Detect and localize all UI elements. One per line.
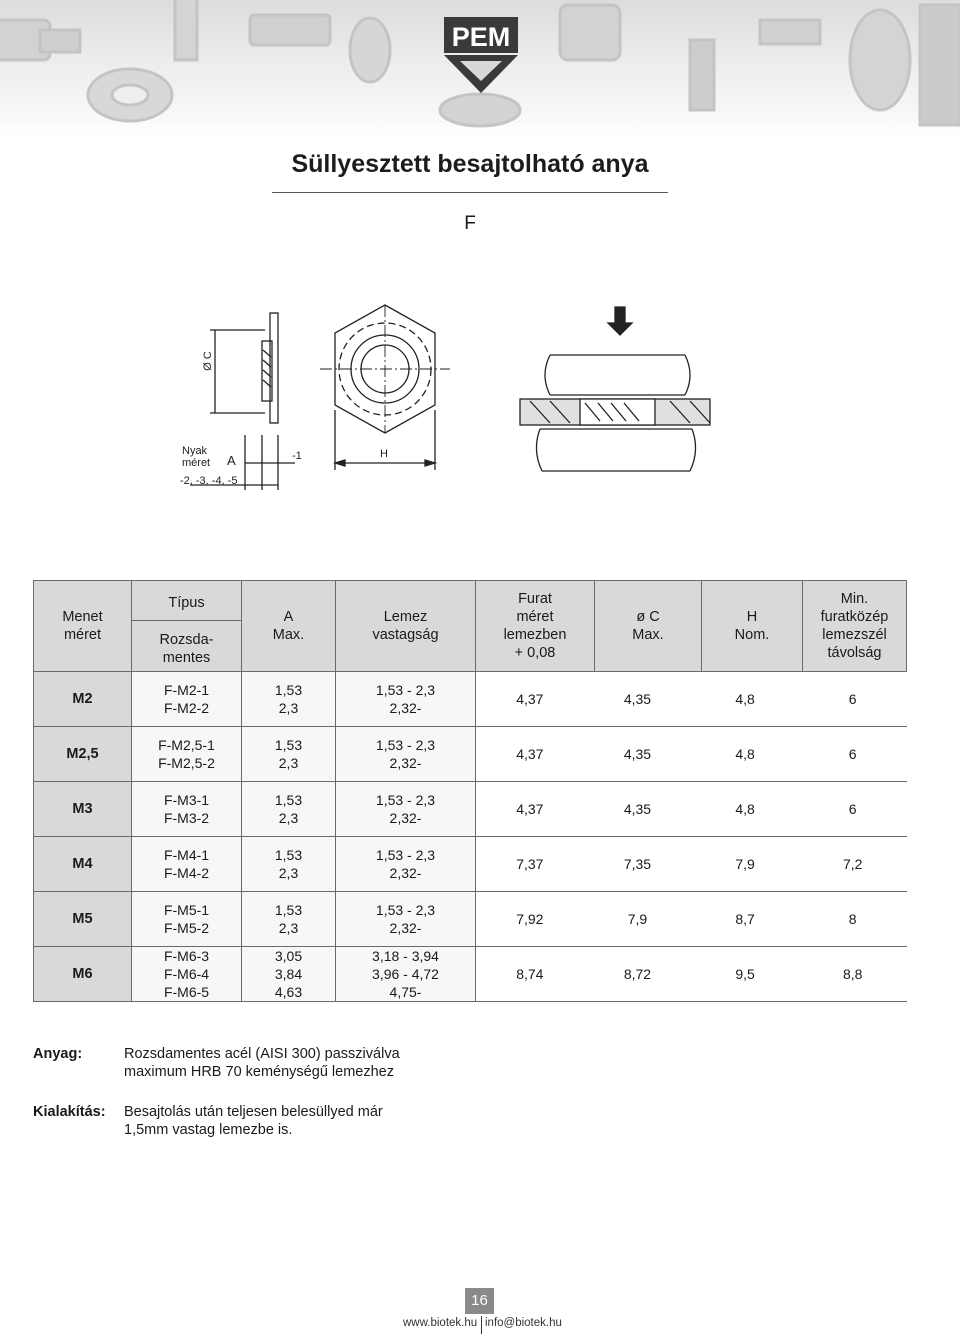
values-cell: 7,37 7,35 7,9 7,2 <box>476 837 907 892</box>
table-row <box>34 672 907 727</box>
a-cell: 1,53 2,3 <box>242 837 336 892</box>
title-underline <box>272 192 668 193</box>
header-tipus: Típus Rozsda- mentes <box>132 581 242 672</box>
a-cell: 1,53 2,3 <box>242 892 336 947</box>
type-cell: F-M2,5-1 F-M2,5-2 <box>132 727 242 782</box>
header-menet: Menet méret <box>34 581 132 672</box>
footer-email[interactable]: info@biotek.hu <box>485 1317 562 1329</box>
values-cell: 4,37 4,35 4,8 6 <box>476 782 907 837</box>
lemez-cell: 1,53 - 2,3 2,32- <box>336 727 476 782</box>
page-title: Süllyesztett besajtolható anya <box>291 150 649 178</box>
anyag-label: Anyag: <box>33 1046 83 1062</box>
page-subtitle: F <box>464 213 476 234</box>
header-lemez: Lemez vastagság <box>336 581 476 672</box>
values-cell: 4,37 4,35 4,8 6 <box>476 727 907 782</box>
menet-cell: M5 <box>34 892 132 947</box>
kialakitas-label: Kialakítás: <box>33 1104 106 1120</box>
type-cell: F-M4-1 F-M4-2 <box>132 837 242 892</box>
spec-table <box>33 580 907 1002</box>
header-banner <box>0 0 960 135</box>
lemez-cell: 1,53 - 2,3 2,32- <box>336 892 476 947</box>
h-label: H <box>380 448 388 460</box>
table-row <box>34 727 907 782</box>
table-row <box>34 782 907 837</box>
anyag-line-1: Rozsdamentes acél (AISI 300) passziválva <box>124 1046 400 1062</box>
a-cell: 1,53 2,3 <box>242 672 336 727</box>
diameter-c-label: Ø C <box>201 351 214 371</box>
technical-drawing <box>170 295 730 495</box>
table-header-row <box>34 581 907 672</box>
svg-text:PEM: PEM <box>451 22 511 52</box>
anyag-line-2: maximum HRB 70 keménységű lemezhez <box>124 1064 394 1080</box>
lemez-cell: 3,18 - 3,94 3,96 - 4,72 4,75- <box>336 947 476 1002</box>
lemez-cell: 1,53 - 2,3 2,32- <box>336 782 476 837</box>
values-cell: 8,74 8,72 9,5 8,8 <box>476 947 907 1002</box>
lemez-cell: 1,53 - 2,3 2,32- <box>336 837 476 892</box>
menet-cell: M2,5 <box>34 727 132 782</box>
lemez-cell: 1,53 - 2,3 2,32- <box>336 672 476 727</box>
header-min-tavolsag: Min. furatközép lemezszél távolság <box>803 581 907 672</box>
header-h-nom: H Nom. <box>702 581 803 672</box>
menet-cell: M2 <box>34 672 132 727</box>
kialakitas-line-1: Besajtolás után teljesen belesüllyed már <box>124 1104 383 1120</box>
menet-cell: M4 <box>34 837 132 892</box>
a-cell: 1,53 2,3 <box>242 727 336 782</box>
header-a-max: A Max. <box>242 581 336 672</box>
a-cell: 3,05 3,84 4,63 <box>242 947 336 1002</box>
values-cell: 4,37 4,35 4,8 6 <box>476 672 907 727</box>
a-cell: 1,53 2,3 <box>242 782 336 837</box>
minus1-label: -1 <box>292 450 302 462</box>
table-row <box>34 837 907 892</box>
pem-logo <box>440 15 522 95</box>
menet-cell: M6 <box>34 947 132 1002</box>
header-c-max: ø C Max. <box>595 581 702 672</box>
menet-cell: M3 <box>34 782 132 837</box>
a-label: A <box>227 453 236 468</box>
nut-drawings <box>170 295 730 495</box>
meret-label: méret <box>182 457 211 469</box>
type-cell: F-M3-1 F-M3-2 <box>132 782 242 837</box>
suffix-label: -2, -3, -4, -5 <box>180 475 238 487</box>
header-furat: Furat méret lemezben + 0,08 <box>476 581 595 672</box>
type-cell: F-M6-3 F-M6-4 F-M6-5 <box>132 947 242 1002</box>
type-cell: F-M5-1 F-M5-2 <box>132 892 242 947</box>
kialakitas-line-2: 1,5mm vastag lemezbe is. <box>124 1122 293 1138</box>
nyak-label: Nyak <box>182 445 208 457</box>
footer-website[interactable]: www.biotek.hu <box>403 1317 478 1329</box>
table-row <box>34 947 907 1002</box>
values-cell: 7,92 7,9 8,7 8 <box>476 892 907 947</box>
footer-separator <box>481 1316 482 1334</box>
type-cell: F-M2-1 F-M2-2 <box>132 672 242 727</box>
table-row <box>34 892 907 947</box>
page-number: 16 <box>465 1288 494 1314</box>
